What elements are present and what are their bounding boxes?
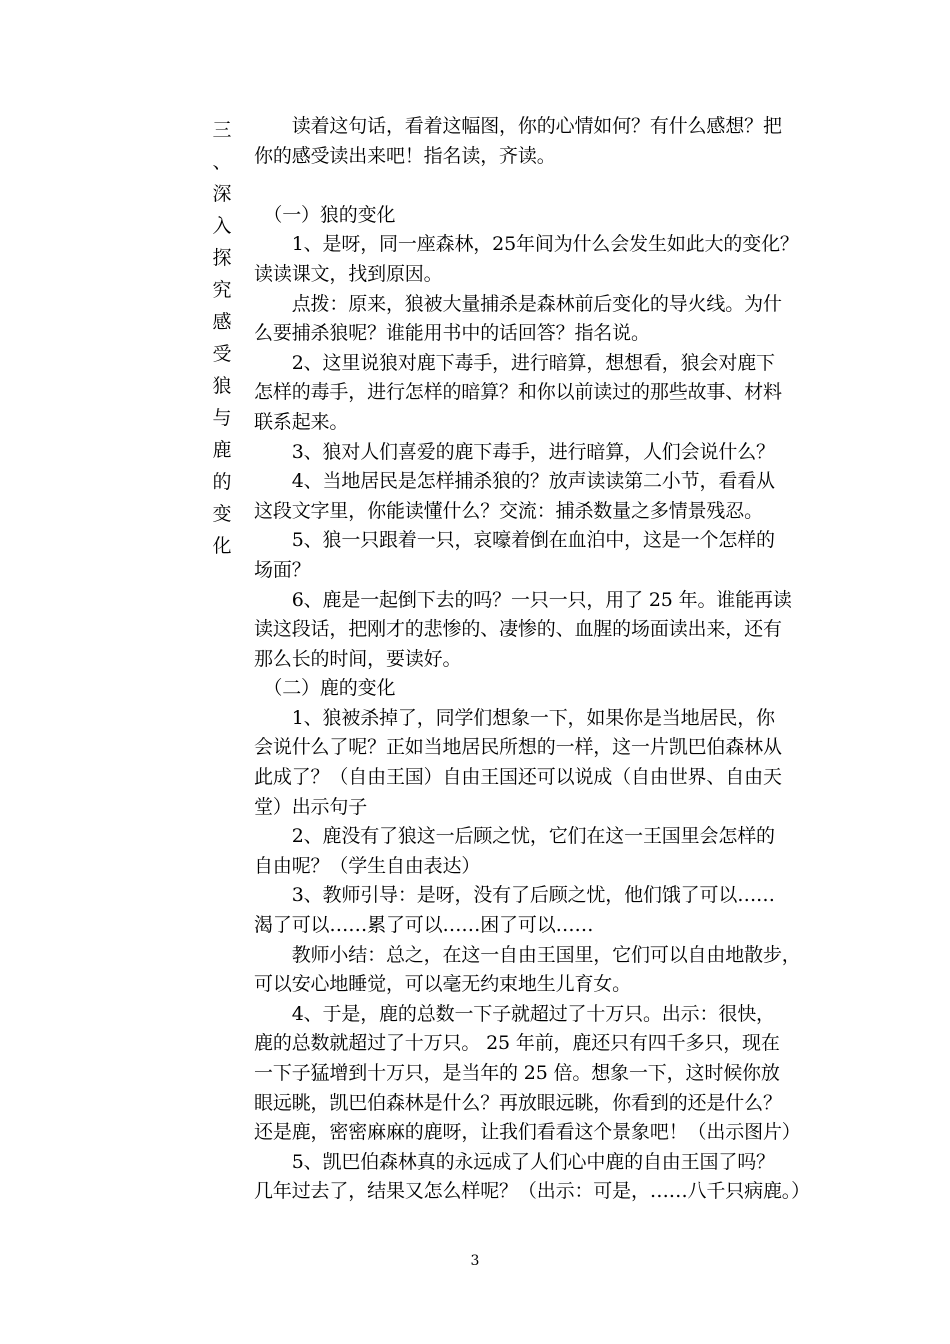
text-line: 联系起来。	[254, 410, 349, 433]
text-line: 2、鹿没有了狼这一后顾之忧，它们在这一王国里会怎样的	[254, 825, 775, 848]
text-line: 这段文字里，你能读懂什么？交流：捕杀数量之多情景残忍。	[254, 499, 763, 522]
text-line: 点拨：原来，狼被大量捕杀是森林前后变化的导火线。为什	[254, 292, 782, 315]
text-line: 5、凯巴伯森林真的永远成了人们心中鹿的自由王国了吗？	[254, 1150, 775, 1173]
side-heading-char: 鹿	[212, 439, 232, 461]
text-line: 6、鹿是一起倒下去的吗？一只一只，用了 25 年。谁能再读	[254, 588, 792, 611]
side-heading-char: 变	[212, 503, 232, 525]
section-side-heading	[204, 114, 240, 562]
text-line: （一）狼的变化	[254, 203, 396, 226]
text-line: 读着这句话，看着这幅图，你的心情如何？有什么感想？把	[254, 115, 782, 137]
side-heading-char: 感	[212, 311, 232, 333]
side-heading-char: 、	[212, 151, 232, 173]
text-line: 鹿的总数就超过了十万只。 25 年前，鹿还只有四千多只，现在	[254, 1032, 780, 1055]
text-line: 那么长的时间，要读好。	[254, 647, 462, 670]
text-line: 1、是呀，同一座森林，25年间为什么会发生如此大的变化？	[254, 233, 799, 256]
side-heading-char: 化	[212, 535, 232, 557]
text-line: 读读课文，找到原因。	[254, 262, 443, 285]
page-number: 3	[470, 1253, 480, 1269]
text-line: 场面？	[254, 558, 311, 581]
lesson-body	[254, 112, 811, 1207]
text-line: 么要捕杀狼呢？谁能用书中的话回答？指名说。	[254, 322, 650, 345]
text-line: 一下子猛增到十万只，是当年的 25 倍。想象一下，这时候你放	[254, 1062, 780, 1084]
text-line: 渴了可以……累了可以……困了可以……	[254, 914, 594, 937]
side-heading-char: 与	[212, 407, 232, 429]
text-line: 会说什么了呢？正如当地居民所想的一样，这一片凯巴伯森林从	[254, 736, 782, 759]
text-line: 可以安心地睡觉，可以毫无约束地生儿育女。	[254, 973, 632, 996]
text-line: 自由呢？（学生自由表达）	[254, 854, 481, 877]
blank-line	[254, 171, 784, 201]
text-line: 3、狼对人们喜爱的鹿下毒手，进行暗算，人们会说什么？	[254, 440, 775, 463]
text-line: 此成了？（自由王国）自由王国还可以说成（自由世界、自由天	[254, 766, 782, 789]
side-heading-char: 的	[212, 471, 232, 493]
side-heading-char: 狼	[212, 375, 232, 397]
text-line: 堂）出示句子	[254, 795, 368, 818]
text-line: （二）鹿的变化	[254, 677, 396, 700]
text-line: 你的感受读出来吧！指名读，齐读。	[254, 144, 556, 167]
text-line: 2、这里说狼对鹿下毒手，进行暗算，想想看，狼会对鹿下	[254, 351, 775, 374]
text-line: 3、教师引导：是呀，没有了后顾之忧，他们饿了可以……	[254, 884, 775, 907]
text-line: 怎样的毒手，进行怎样的暗算？和你以前读过的那些故事、材料	[254, 381, 782, 404]
text-line: 还是鹿，密密麻麻的鹿呀，让我们看看这个景象吧！（出示图片）	[254, 1121, 801, 1144]
side-heading-char: 究	[212, 279, 232, 301]
side-heading-char: 三	[212, 119, 232, 141]
side-heading-char: 入	[212, 215, 232, 237]
text-line: 4、当地居民是怎样捕杀狼的？放声读读第二小节，看看从	[254, 470, 775, 493]
text-line: 1、狼被杀掉了，同学们想象一下，如果你是当地居民，你	[254, 706, 775, 729]
side-heading-char: 探	[212, 247, 232, 269]
side-heading-char: 受	[212, 343, 232, 365]
text-line: 读这段话，把刚才的悲惨的、凄惨的、血腥的场面读出来，还有	[254, 618, 782, 641]
text-line: 几年过去了，结果又怎么样呢？（出示：可是，……八千只病鹿。）	[254, 1180, 811, 1203]
text-line: 5、狼一只跟着一只，哀嚎着倒在血泊中，这是一个怎样的	[254, 529, 775, 552]
text-line: 教师小结：总之，在这一自由王国里，它们可以自由地散步，	[254, 943, 801, 966]
text-line: 4、于是，鹿的总数一下子就超过了十万只。出示：很快，	[254, 1002, 775, 1025]
text-line: 眼远眺，凯巴伯森林是什么？再放眼远眺，你看到的还是什么？	[254, 1091, 782, 1114]
side-heading-char: 深	[212, 183, 232, 205]
